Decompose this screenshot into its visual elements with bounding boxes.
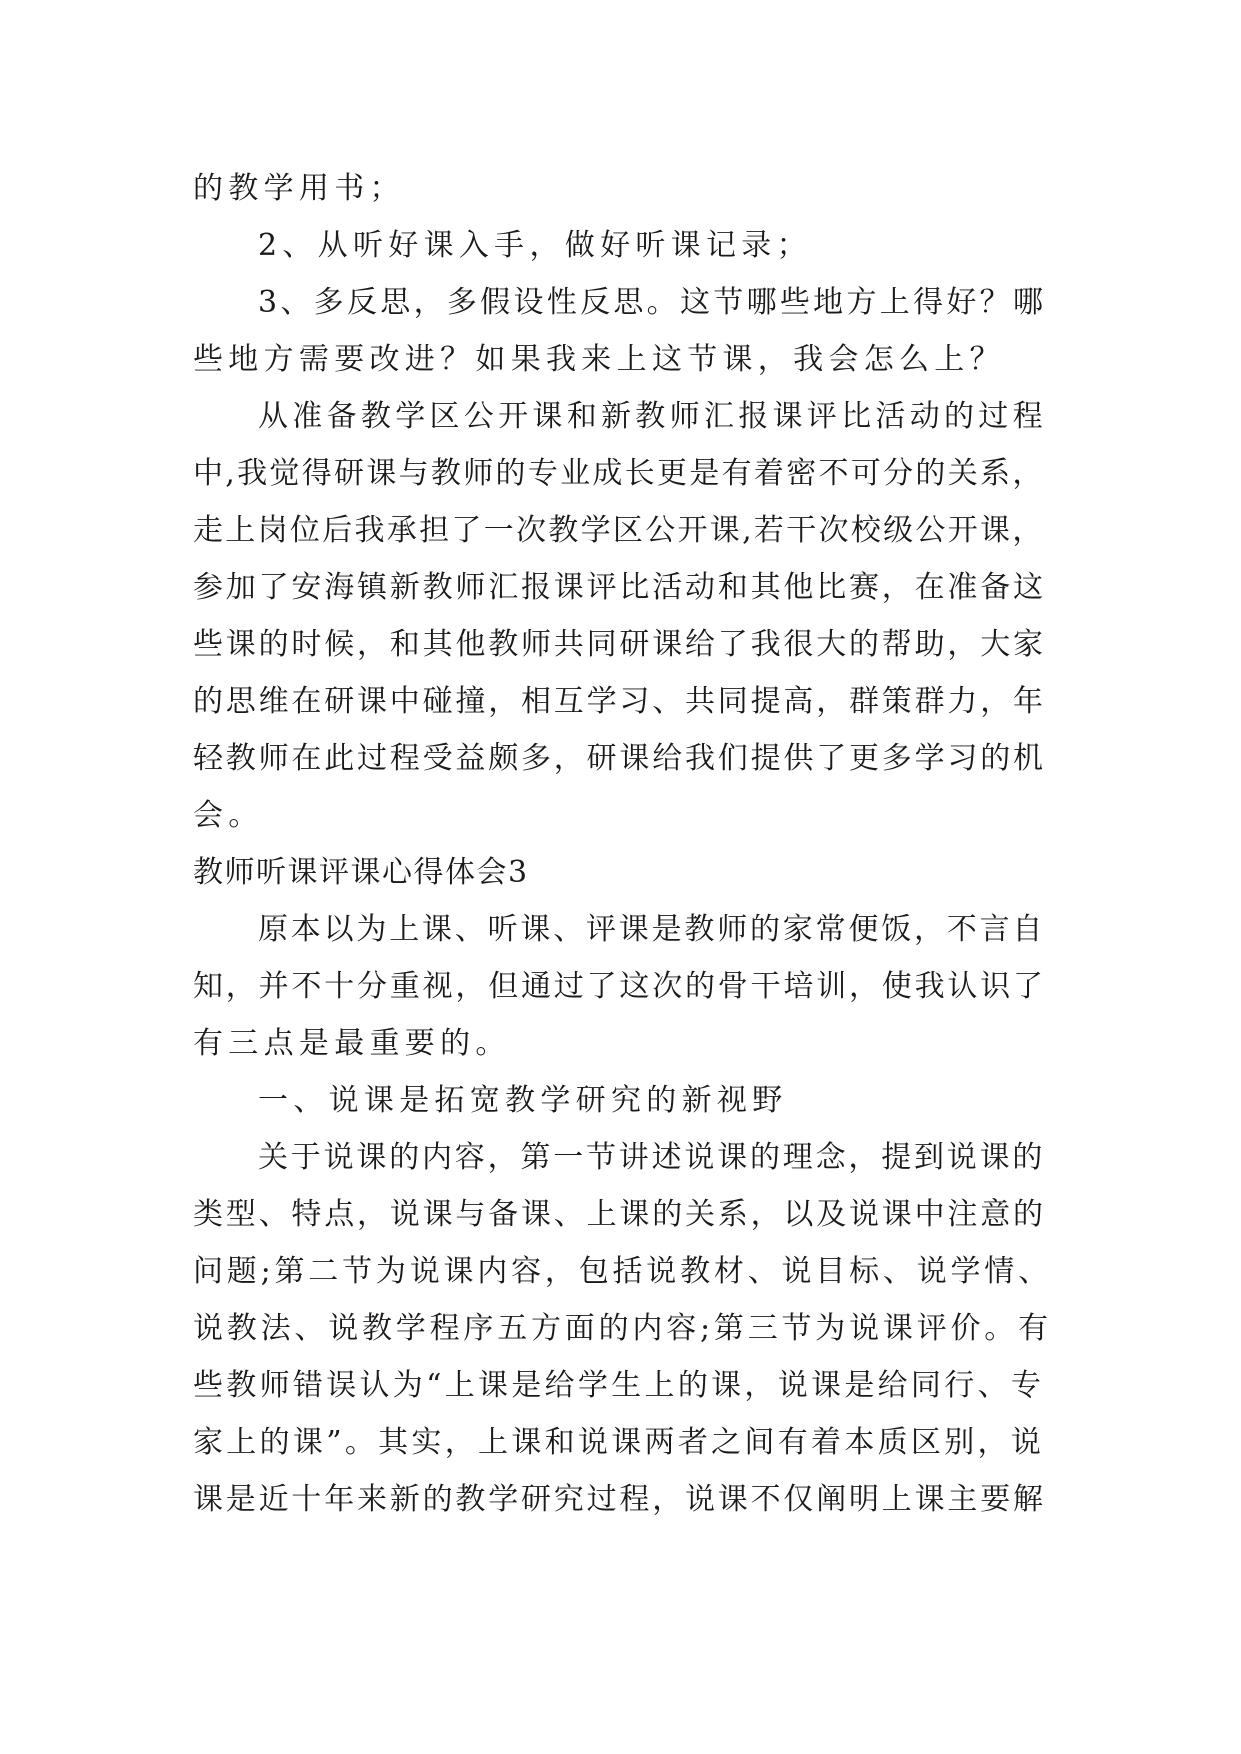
text-line: 的教学用书； [193, 171, 405, 206]
text-line: 从准备教学区公开课和新教师汇报课评比活动的过程 [258, 399, 1047, 434]
text-line: 知，并不十分重视，但通过了这次的骨干培训，使我认识了 [193, 969, 1046, 1004]
text-line: 问题;第二节为说课内容，包括说教材、说目标、说学情、 [193, 1254, 1052, 1289]
text-line: 中,我觉得研课与教师的专业成长更是有着密不可分的关系， [193, 456, 1045, 491]
text-line: 些课的时候，和其他教师共同研课给了我很大的帮助，大家 [193, 627, 1046, 662]
text-line: 3、多反思，多假设性反思。这节哪些地方上得好？哪 [258, 285, 1047, 320]
text-line: 些教师错误认为“上课是给学生上的课，说课是给同行、专 [193, 1368, 1045, 1403]
text-line: 有三点是最重要的。 [193, 1026, 511, 1061]
text-line: 关于说课的内容，第一节讲述说课的理念，提到说课的 [258, 1140, 1046, 1175]
text-line: 原本以为上课、听课、评课是教师的家常便饭，不言自 [258, 912, 1046, 947]
text-line: 参加了安海镇新教师汇报课评比活动和其他比赛，在准备这 [193, 570, 1046, 605]
text-line: 会。 [193, 798, 264, 833]
text-line: 轻教师在此过程受益颇多，研课给我们提供了更多学习的机 [193, 741, 1046, 776]
document-body [193, 160, 1053, 1528]
text-line: 走上岗位后我承担了一次教学区公开课,若干次校级公开课， [193, 513, 1045, 548]
text-line: 2、从听好课入手，做好听课记录； [258, 228, 812, 263]
subsection-heading: 一、说课是拓宽教学研究的新视野 [258, 1083, 788, 1118]
text-line: 说教法、说教学程序五方面的内容;第三节为说课评价。有 [193, 1311, 1052, 1346]
text-line: 类型、特点，说课与备课、上课的关系，以及说课中注意的 [193, 1197, 1046, 1232]
text-line: 课是近十年来新的教学研究过程，说课不仅阐明上课主要解 [193, 1482, 1046, 1517]
text-line: 些地方需要改进？如果我来上这节课，我会怎么上？ [193, 342, 1005, 377]
text-line: 的思维在研课中碰撞，相互学习、共同提高，群策群力，年 [193, 684, 1046, 719]
section-heading: 教师听课评课心得体会3 [193, 855, 529, 890]
text-line: 家上的课”。其实，上课和说课两者之间有着本质区别，说 [193, 1425, 1045, 1460]
